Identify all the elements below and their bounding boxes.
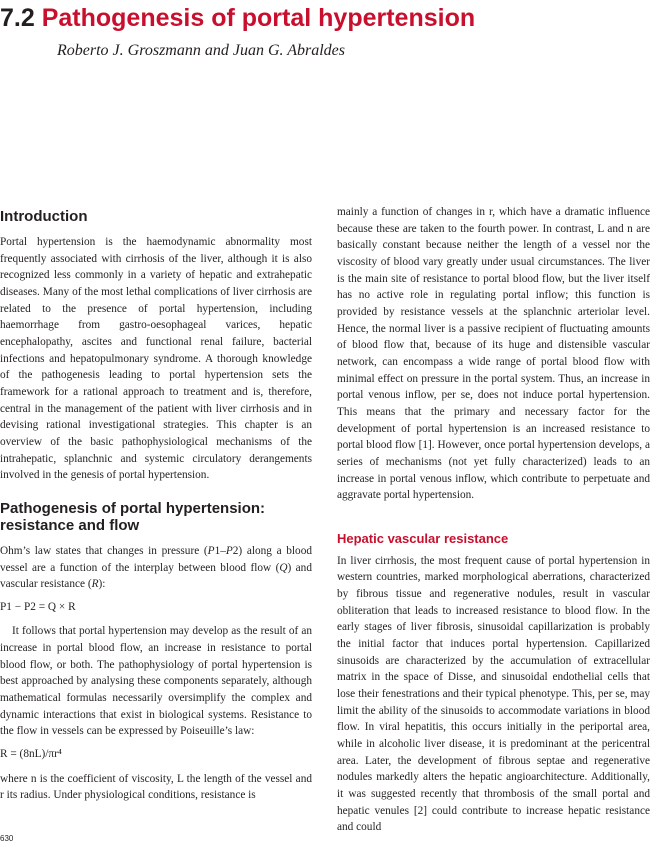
paragraph-poiseuille: It follows that portal hypertension may develop as the result of an increase in portal blood flow, an increase in resistance to portal blood flow, or both. The pathophysiology of portal hypertension is best approached by analysing these components separately, although mathematical formulas necessarily oversimplify the complex and dynamic interactions that exist in biological systems. Resistance to the flow in vessels can be expressed by Poiseuille’s law:: [0, 625, 312, 738]
chapter-number: 7.2: [0, 4, 35, 32]
paragraph-where: where n is the coefficient of viscosity, L the length of the vessel and r its radius. Under physiological conditions, resistance is: [0, 772, 312, 802]
heading-hepatic-vascular-resistance: Hepatic vascular resistance: [337, 530, 509, 546]
chapter-title: Pathogenesis of portal hypertension: [41, 4, 476, 32]
paragraph-introduction: Portal hypertension is the haemodynamic abnormality most frequently associated with cirrhosis of the liver, although it is also recognized less commonly in a variety of hepatic and extrahepatic diseases. Many of the most lethal complications of liver cirrhosis are related to the presence of portal hypertension, including haemorrhage from gastro-oesophageal varices, hepatic encephalopathy, ascites and functional renal failure, bacterial infections and hepatopulmonary syndrome. A thorough knowledge of the pathogenesis leading to portal hypertension sets the framework for a rational approach to treatment and is, therefore, central in the management of the patient with liver cirrhosis and in devising rational investigational strategies. This chapter is an overview of the basic pathophysiological mechanisms of the intrahepatic, splanchnic and systemic circulatory derangements involved in the genesis of portal hypertension.: [0, 236, 312, 482]
chapter-heading: [0, 3, 475, 33]
page-number: 630: [0, 834, 14, 843]
left-column: [0, 208, 312, 804]
paragraph-ohms-law: Ohm’s law states that changes in pressure (P1–P2) along a blood vessel are a function of the interplay between blood flow (Q) and vascular resistance (R):: [0, 544, 312, 591]
right-column: [337, 204, 650, 836]
authors: Roberto J. Groszmann and Juan G. Abraldes: [57, 42, 345, 59]
paragraph-hepatic-resistance: In liver cirrhosis, the most frequent cause of portal hypertension in western countries, marked morphological aberrations, characterized by fibrous tissue and regenerative nodules, result in vascular obliteration that leads to increased resistance to blood flow. In the early stages of liver fibrosis, sinusoidal capillarization is probably the initial factor that induces portal hypertension. Capillarized sinusoids are characterized by the accumulation of extracellular matrix in the space of Disse, and sinusoidal endothelial cells that lose their fenestrations and their typical phenotype. This, per se, may limit the ability of the sinusoids to accommodate variations in blood flow. In viral hepatitis, this occurs initially in the periportal area, while in alcoholic liver disease, it is predominant at the pericentral area. Later, the development of fibrous septae and regenerative nodules markedly alters the hepatic angioarchitecture. Additionally, it was suggested recently that thrombosis of the small portal and hepatic venules [2] could contribute to increase hepatic resistance and could: [337, 554, 650, 834]
equation-ohms-law: P1 − P2 = Q × R: [0, 600, 76, 613]
heading-introduction: Introduction: [0, 208, 88, 225]
equation-poiseuille: R = (8nL)/πr⁴: [0, 748, 62, 761]
paragraph-continued: mainly a function of changes in r, which have a dramatic influence because these are taken to the fourth power. In contrast, L and n are basically constant because neither the length of a vessel nor the viscosity of blood vary greatly under usual circumstances. The liver is the main site of resistance to portal blood flow, but the liver itself has no active role in regulating portal inflow; this function is provided by resistance vessels at the splanchnic arteriolar level. Hence, the normal liver is a passive recipient of fluctuating amounts of blood flow that, because of its huge and distensible vascular network, can encompass a wide range of portal blood flow with minimal effect on pressure in the portal system. Thus, an increase in portal venous inflow, per se, does not induce portal hypertension. This means that the primary and necessary factor for the development of portal hypertension is an increased resistance to portal blood flow [1]. However, once portal hypertension develops, a series of mechanisms (not yet fully characterized) leads to an increase in portal venous inflow, which contribute to perpetuate and aggravate portal hypertension.: [337, 206, 650, 502]
heading-pathogenesis: Pathogenesis of portal hypertension: resistance and flow: [0, 499, 266, 534]
